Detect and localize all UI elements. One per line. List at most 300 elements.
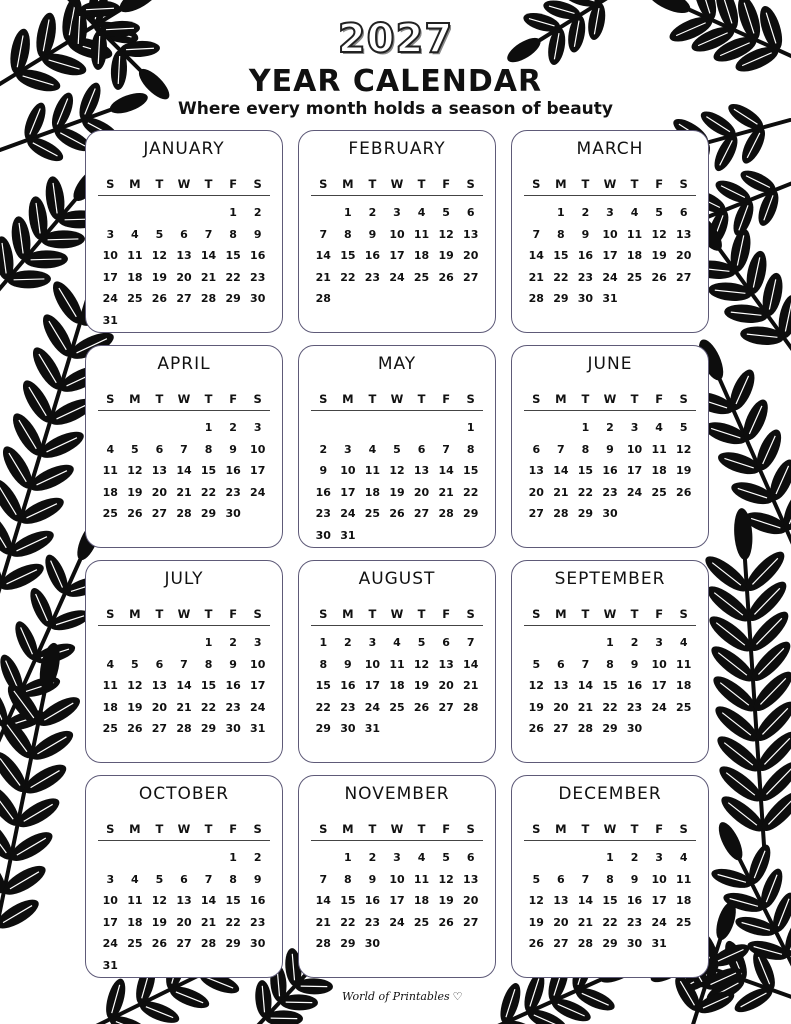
week-row	[524, 890, 696, 912]
day-cell: 21	[553, 485, 569, 499]
day-cell: 23	[626, 915, 643, 929]
week-row	[524, 417, 696, 439]
heart-icon: ♡	[452, 990, 463, 1003]
weekday-label: T	[630, 392, 639, 406]
week-row	[524, 718, 696, 740]
day-cell: 6	[155, 657, 164, 671]
day-cell: 23	[577, 270, 594, 284]
day-cell: 15	[225, 249, 241, 262]
day-cell	[123, 202, 148, 224]
month-name: FEBRUARY	[348, 139, 446, 159]
day-cell	[434, 417, 459, 439]
week-row	[311, 482, 483, 504]
day-cell: 13	[438, 657, 454, 671]
day-cell: 20	[438, 679, 454, 692]
day-cell: 20	[176, 915, 192, 929]
day-cell	[311, 202, 336, 224]
day-cell: 8	[606, 657, 614, 671]
day-cell: 9	[606, 442, 614, 456]
day-cell: 10	[651, 657, 667, 671]
day-cell: 22	[225, 270, 241, 284]
day-cell: 25	[413, 915, 430, 929]
week-row	[524, 202, 696, 224]
day-cell: 22	[340, 270, 356, 284]
months-grid	[85, 130, 709, 978]
day-cell: 21	[315, 915, 331, 929]
day-cell: 28	[577, 722, 594, 735]
day-cell: 26	[528, 937, 544, 950]
day-cell: 9	[253, 227, 262, 241]
day-cell: 5	[655, 206, 663, 219]
day-cell	[409, 525, 434, 547]
day-cell: 21	[176, 700, 192, 714]
day-cell: 2	[630, 636, 639, 649]
weekday-label: T	[155, 392, 164, 406]
weekday-label: T	[581, 822, 590, 836]
month-name: JULY	[164, 569, 204, 589]
day-cell	[336, 417, 361, 439]
day-cell: 20	[553, 700, 569, 714]
week-row	[98, 417, 270, 439]
day-cell: 20	[463, 249, 479, 262]
day-cell: 8	[606, 872, 614, 886]
week-row	[98, 224, 270, 246]
day-cell: 25	[127, 292, 143, 305]
weekday-label: F	[442, 392, 451, 406]
day-cell: 28	[200, 937, 217, 950]
weekday-label: M	[129, 177, 141, 191]
day-cell: 13	[553, 679, 569, 692]
day-cell: 19	[528, 700, 544, 714]
day-cell: 18	[389, 679, 405, 692]
day-cell: 27	[413, 507, 430, 520]
day-cell: 12	[151, 249, 168, 262]
day-cell: 5	[679, 421, 688, 434]
day-cell	[98, 202, 123, 224]
week-row	[98, 675, 270, 697]
day-cell: 29	[200, 722, 217, 735]
weekday-header	[98, 173, 270, 196]
week-row	[311, 525, 483, 547]
day-cell: 23	[315, 507, 331, 520]
month-name: OCTOBER	[138, 784, 230, 804]
day-cell: 20	[413, 485, 430, 499]
week-row	[98, 955, 270, 977]
day-cell: 14	[200, 249, 217, 262]
day-cell: 19	[151, 915, 168, 929]
day-cell: 7	[180, 442, 188, 456]
day-cell: 8	[229, 872, 237, 886]
day-cell: 7	[581, 872, 590, 886]
day-cell: 16	[364, 249, 381, 262]
day-cell: 15	[340, 249, 356, 262]
day-cell: 10	[250, 442, 266, 456]
day-cell: 6	[417, 442, 426, 456]
day-cell: 10	[389, 872, 405, 886]
weekday-label: S	[532, 822, 541, 836]
day-cell: 11	[102, 464, 118, 477]
weekday-label: S	[532, 392, 541, 406]
weekday-label: W	[390, 177, 404, 191]
day-cell: 30	[602, 507, 618, 520]
day-cell: 21	[577, 700, 594, 714]
week-row	[524, 697, 696, 719]
day-cell: 25	[651, 485, 667, 499]
day-cell: 22	[602, 915, 618, 929]
week-row	[98, 503, 270, 525]
day-cell: 23	[225, 700, 241, 714]
day-cell: 2	[253, 206, 262, 219]
day-cell: 11	[626, 227, 643, 241]
day-cell: 19	[651, 249, 667, 262]
day-cell: 25	[676, 700, 692, 714]
weekday-label: T	[630, 822, 639, 836]
day-cell: 8	[204, 657, 213, 671]
day-cell: 19	[413, 679, 430, 692]
day-cell: 27	[676, 270, 692, 284]
day-cell: 24	[602, 270, 618, 284]
day-cell: 20	[151, 485, 168, 499]
day-cell: 12	[151, 894, 168, 907]
day-cell: 14	[200, 894, 217, 907]
day-cell: 30	[626, 937, 643, 950]
day-cell: 30	[577, 292, 594, 305]
weekday-label: F	[229, 822, 238, 836]
day-cell: 25	[413, 270, 430, 284]
day-cell: 13	[463, 227, 479, 241]
day-cell: 15	[553, 249, 569, 262]
week-row	[311, 632, 483, 654]
day-cell	[98, 847, 123, 869]
month-card-october	[85, 775, 283, 978]
day-cell: 7	[581, 657, 590, 671]
day-cell: 9	[368, 872, 377, 886]
day-cell: 2	[344, 636, 352, 649]
day-cell: 4	[655, 421, 663, 434]
day-cell: 5	[417, 636, 426, 649]
day-cell: 1	[229, 851, 237, 864]
day-cell: 6	[466, 206, 475, 219]
day-cell	[647, 288, 672, 310]
day-cell: 1	[344, 206, 352, 219]
day-cell: 9	[368, 227, 377, 241]
day-cell: 23	[364, 270, 381, 284]
day-cell: 19	[528, 915, 544, 929]
day-cell: 12	[438, 872, 454, 886]
weekday-label: F	[442, 607, 451, 621]
day-cell: 25	[102, 722, 118, 735]
day-cell: 9	[253, 872, 262, 886]
day-cell: 17	[389, 249, 405, 262]
day-cell: 5	[155, 872, 164, 886]
day-cell	[360, 288, 385, 310]
week-row	[311, 933, 483, 955]
day-cell: 18	[676, 679, 692, 692]
day-cell: 11	[102, 679, 118, 692]
weekday-label: M	[342, 177, 354, 191]
weekday-label: F	[655, 822, 664, 836]
day-cell: 17	[102, 915, 118, 929]
day-cell: 1	[229, 206, 237, 219]
day-cell: 10	[389, 227, 405, 241]
weekday-label: W	[177, 607, 191, 621]
week-row	[311, 847, 483, 869]
day-cell: 27	[463, 915, 479, 929]
day-cell	[385, 525, 410, 547]
day-cell	[221, 955, 246, 977]
week-row	[98, 697, 270, 719]
day-cell: 8	[344, 872, 352, 886]
weekday-label: S	[253, 607, 262, 621]
day-cell	[311, 847, 336, 869]
week-row	[524, 482, 696, 504]
week-row	[524, 654, 696, 676]
day-cell: 19	[438, 894, 454, 907]
week-row	[524, 869, 696, 891]
day-cell	[524, 202, 549, 224]
week-row	[311, 245, 483, 267]
day-cell	[360, 417, 385, 439]
day-cell	[434, 933, 459, 955]
day-cell	[458, 718, 483, 740]
day-cell: 8	[344, 227, 352, 241]
day-cell: 10	[102, 249, 118, 262]
weekday-header	[311, 818, 483, 841]
weekday-label: T	[204, 177, 213, 191]
day-cell: 2	[229, 421, 237, 434]
week-row	[98, 718, 270, 740]
day-cell: 31	[102, 313, 118, 327]
day-cell: 25	[364, 507, 381, 520]
weekday-label: T	[204, 822, 213, 836]
day-cell	[123, 847, 148, 869]
day-cell: 1	[204, 636, 213, 649]
day-cell: 7	[319, 227, 328, 241]
day-cell: 15	[225, 894, 241, 907]
weekday-label: M	[555, 177, 567, 191]
day-cell: 20	[553, 915, 569, 929]
day-cell	[458, 525, 483, 547]
day-cell	[172, 955, 197, 977]
day-cell	[409, 288, 434, 310]
day-cell: 25	[676, 915, 692, 929]
day-cell: 22	[602, 700, 618, 714]
day-cell: 22	[553, 270, 569, 284]
week-row	[98, 310, 270, 332]
day-cell: 6	[466, 851, 475, 864]
day-cell: 26	[413, 700, 430, 714]
day-cell: 16	[626, 894, 643, 907]
weekday-label: S	[532, 607, 541, 621]
day-cell	[458, 933, 483, 955]
day-cell: 24	[389, 915, 405, 929]
day-cell: 28	[176, 722, 192, 735]
week-row	[311, 439, 483, 461]
day-cell: 4	[131, 227, 139, 241]
month-card-march	[511, 130, 709, 333]
week-row	[524, 460, 696, 482]
day-cell	[549, 632, 574, 654]
day-cell: 31	[651, 937, 667, 950]
day-cell: 6	[557, 872, 565, 886]
day-cell: 29	[315, 722, 331, 735]
day-cell: 18	[127, 915, 143, 929]
weekday-label: S	[106, 822, 115, 836]
day-cell: 18	[102, 700, 118, 714]
day-cell: 6	[155, 442, 164, 456]
month-card-september	[511, 560, 709, 763]
day-cell: 12	[676, 442, 692, 456]
weekday-header	[98, 818, 270, 841]
weekday-label: W	[177, 177, 191, 191]
day-cell: 9	[581, 227, 590, 241]
day-cell: 4	[368, 442, 377, 456]
day-cell: 8	[557, 227, 565, 241]
weekday-label: S	[679, 177, 688, 191]
day-cell: 3	[106, 872, 115, 886]
day-cell	[311, 417, 336, 439]
day-cell: 29	[577, 507, 594, 520]
week-row	[98, 654, 270, 676]
day-cell: 27	[176, 292, 192, 305]
day-cell: 30	[250, 292, 266, 305]
day-cell	[196, 955, 221, 977]
weekday-label: S	[679, 822, 688, 836]
day-cell: 30	[364, 937, 381, 950]
week-row	[524, 288, 696, 310]
weekday-label: S	[466, 392, 475, 406]
day-cell: 13	[528, 464, 544, 477]
day-cell: 2	[581, 206, 590, 219]
day-cell: 14	[463, 657, 479, 671]
day-cell	[385, 288, 410, 310]
day-cell: 10	[651, 872, 667, 886]
day-cell	[434, 288, 459, 310]
day-cell: 16	[250, 249, 266, 262]
day-cell: 24	[389, 270, 405, 284]
day-cell: 4	[417, 851, 426, 864]
day-cell: 23	[340, 700, 356, 714]
month-name: MARCH	[576, 139, 644, 159]
day-cell: 5	[155, 227, 164, 241]
week-row	[524, 675, 696, 697]
week-row	[98, 869, 270, 891]
day-cell	[434, 718, 459, 740]
day-cell: 11	[413, 872, 430, 886]
day-cell: 6	[532, 442, 541, 456]
day-cell: 16	[250, 894, 266, 907]
day-cell	[245, 955, 270, 977]
day-cell: 9	[229, 442, 237, 456]
day-cell	[622, 503, 647, 525]
credit-text	[342, 990, 463, 1003]
day-cell: 30	[315, 528, 331, 542]
day-cell: 19	[127, 700, 143, 714]
day-cell: 17	[389, 894, 405, 907]
day-cell: 7	[532, 227, 541, 241]
day-cell: 13	[463, 872, 479, 886]
day-cell: 1	[319, 636, 328, 649]
day-cell: 2	[368, 206, 377, 219]
weekday-label: S	[679, 392, 688, 406]
weekday-label: F	[229, 607, 238, 621]
day-cell: 31	[340, 528, 356, 542]
day-cell: 13	[176, 894, 192, 907]
week-row	[311, 675, 483, 697]
day-cell	[409, 417, 434, 439]
day-cell: 28	[528, 292, 544, 305]
day-cell: 7	[319, 872, 328, 886]
day-cell: 1	[606, 851, 614, 864]
week-row	[524, 847, 696, 869]
day-cell: 24	[651, 915, 667, 929]
day-cell: 15	[577, 464, 594, 477]
day-cell: 5	[393, 442, 401, 456]
weekday-label: S	[466, 607, 475, 621]
day-cell: 28	[463, 700, 479, 714]
month-name: APRIL	[157, 354, 211, 374]
day-cell: 21	[463, 679, 479, 692]
day-cell: 12	[438, 227, 454, 241]
weekday-label: S	[106, 607, 115, 621]
day-cell	[549, 417, 574, 439]
weekday-label: W	[390, 392, 404, 406]
day-cell: 13	[151, 464, 168, 477]
day-cell: 18	[413, 894, 430, 907]
day-cell: 6	[180, 872, 188, 886]
day-cell: 16	[626, 679, 643, 692]
week-row	[98, 933, 270, 955]
day-cell: 17	[250, 679, 266, 692]
day-cell: 9	[319, 464, 328, 477]
day-cell	[385, 718, 410, 740]
day-cell: 17	[250, 464, 266, 477]
weekday-label: T	[581, 392, 590, 406]
day-cell: 25	[626, 270, 643, 284]
day-cell	[172, 202, 197, 224]
day-cell	[172, 847, 197, 869]
day-cell: 4	[679, 851, 688, 864]
month-card-june	[511, 345, 709, 548]
day-cell: 5	[131, 657, 139, 671]
day-cell: 3	[344, 442, 352, 456]
weekday-label: M	[129, 822, 141, 836]
weekday-label: S	[253, 822, 262, 836]
day-cell: 26	[127, 507, 143, 520]
day-cell	[196, 310, 221, 332]
day-cell	[360, 525, 385, 547]
month-card-december	[511, 775, 709, 978]
day-cell: 11	[389, 657, 405, 671]
weekday-label: T	[204, 607, 213, 621]
day-cell: 19	[389, 485, 405, 499]
day-cell: 21	[200, 270, 217, 284]
day-cell: 2	[319, 442, 328, 456]
weekday-label: F	[655, 392, 664, 406]
day-cell: 8	[204, 442, 213, 456]
day-cell: 23	[626, 700, 643, 714]
weekday-header	[311, 603, 483, 626]
day-cell: 10	[602, 227, 618, 241]
month-card-february	[298, 130, 496, 333]
day-cell: 19	[438, 249, 454, 262]
day-cell: 3	[630, 421, 639, 434]
day-cell: 26	[438, 270, 454, 284]
day-cell: 19	[151, 270, 168, 284]
day-cell: 10	[626, 442, 643, 456]
day-cell: 18	[626, 249, 643, 262]
day-cell: 4	[106, 657, 115, 671]
